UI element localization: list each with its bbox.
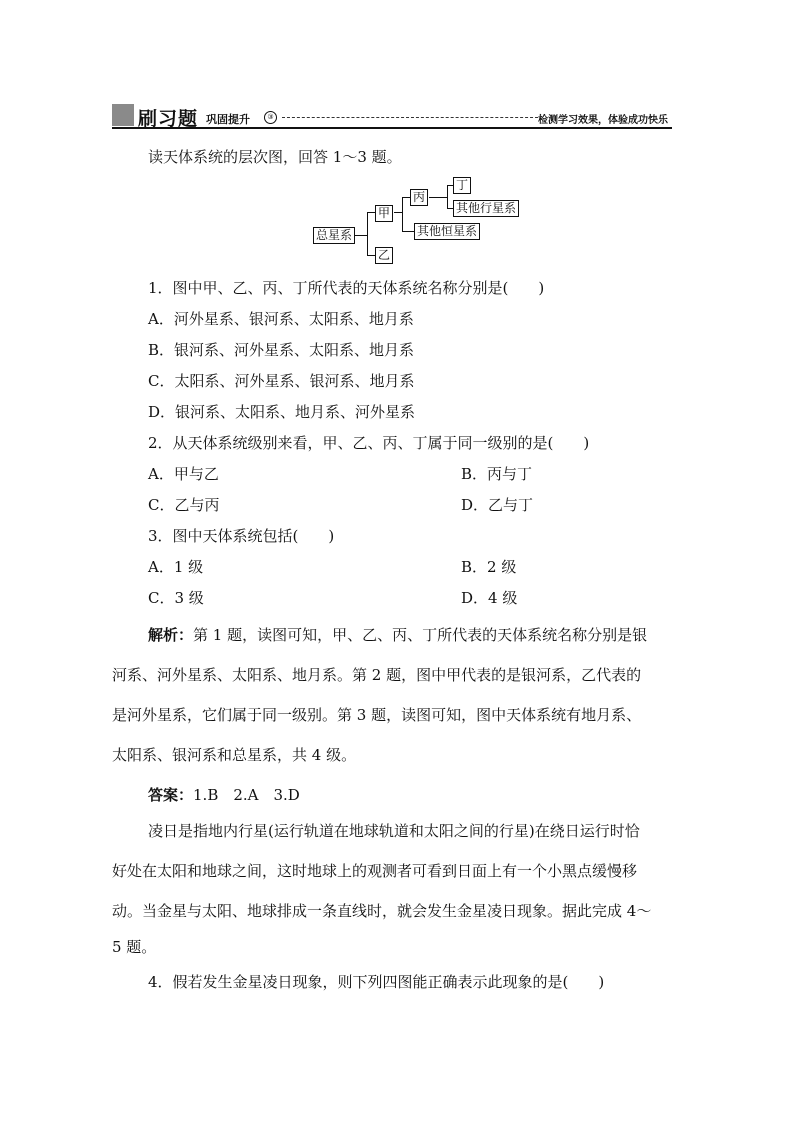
node-other-planets: 其他行星系 [453,200,519,217]
passage-line-1: 凌日是指地内行星(运行轨道在地球轨道和太阳之间的行星)在绕日运行时恰 [148,822,640,840]
section-header [112,104,672,128]
q4-stem: 4．假若发生金星凌日现象，则下列四图能正确表示此现象的是( ) [148,973,605,991]
q1-option-b: B．银河系、河外星系、太阳系、地月系 [148,341,415,359]
analysis-line-1 [148,624,647,645]
analysis-line-2: 河系、河外星系、太阳系、地月系。第 2 题，图中甲代表的是银河系，乙代表的 [112,666,642,684]
passage-line-2: 好处在太阳和地球之间，这时地球上的观测者可看到日面上有一个小黑点缓慢移 [112,862,638,880]
celestial-hierarchy-diagram [313,173,523,265]
q3-option-c: C．3 级 [148,589,204,607]
q1-option-a: A．河外星系、银河系、太阳系、地月系 [148,310,414,328]
header-underline [112,127,672,129]
node-bing: 丙 [410,189,428,206]
header-circle-number: ③ [264,111,277,124]
header-dashed-line [282,117,538,118]
q2-stem: 2．从天体系统级别来看，甲、乙、丙、丁属于同一级别的是( ) [148,434,590,452]
node-yi: 乙 [375,247,393,264]
analysis-label: 解析： [148,626,194,644]
header-title: 刷习题 [138,108,199,130]
q1-option-d: D．银河系、太阳系、地月系、河外星系 [148,403,416,421]
intro-text: 读天体系统的层次图，回答 1～3 题。 [148,148,402,166]
node-jia: 甲 [375,205,393,222]
passage-line-4: 5 题。 [112,938,157,956]
q3-option-a: A．1 级 [148,558,204,576]
q2-option-d: D．乙与丁 [461,496,534,514]
header-bar-decoration [112,104,134,126]
analysis-line-3: 是河外星系，它们属于同一级别。第 3 题，读图可知，图中天体系统有地月系、 [112,706,642,724]
header-subtitle: 巩固提升 [206,113,250,126]
header-slogan: 检测学习效果，体验成功快乐 [538,115,668,126]
q3-stem: 3．图中天体系统包括( ) [148,527,335,545]
q1-option-c: C．太阳系、河外星系、银河系、地月系 [148,372,415,390]
answer-label: 答案： [148,786,194,804]
q3-option-b: B．2 级 [461,558,517,576]
node-other-stars: 其他恒星系 [414,223,480,240]
node-root: 总星系 [313,227,355,244]
q2-option-b: B．丙与丁 [461,465,533,483]
node-ding: 丁 [453,177,471,194]
q2-option-c: C．乙与丙 [148,496,220,514]
analysis-line-4: 太阳系、银河系和总星系，共 4 级。 [112,746,357,764]
answer-line [148,784,300,805]
q3-option-d: D．4 级 [461,589,518,607]
answer-text: 1.B 2.A 3.D [193,786,300,804]
passage-line-3: 动。当金星与太阳、地球排成一条直线时，就会发生金星凌日现象。据此完成 4～ [112,902,652,920]
analysis-text-1: 第 1 题，读图可知，甲、乙、丙、丁所代表的天体系统名称分别是银 [193,626,648,644]
q2-option-a: A．甲与乙 [148,465,219,483]
q1-stem: 1．图中甲、乙、丙、丁所代表的天体系统名称分别是( ) [148,279,545,297]
